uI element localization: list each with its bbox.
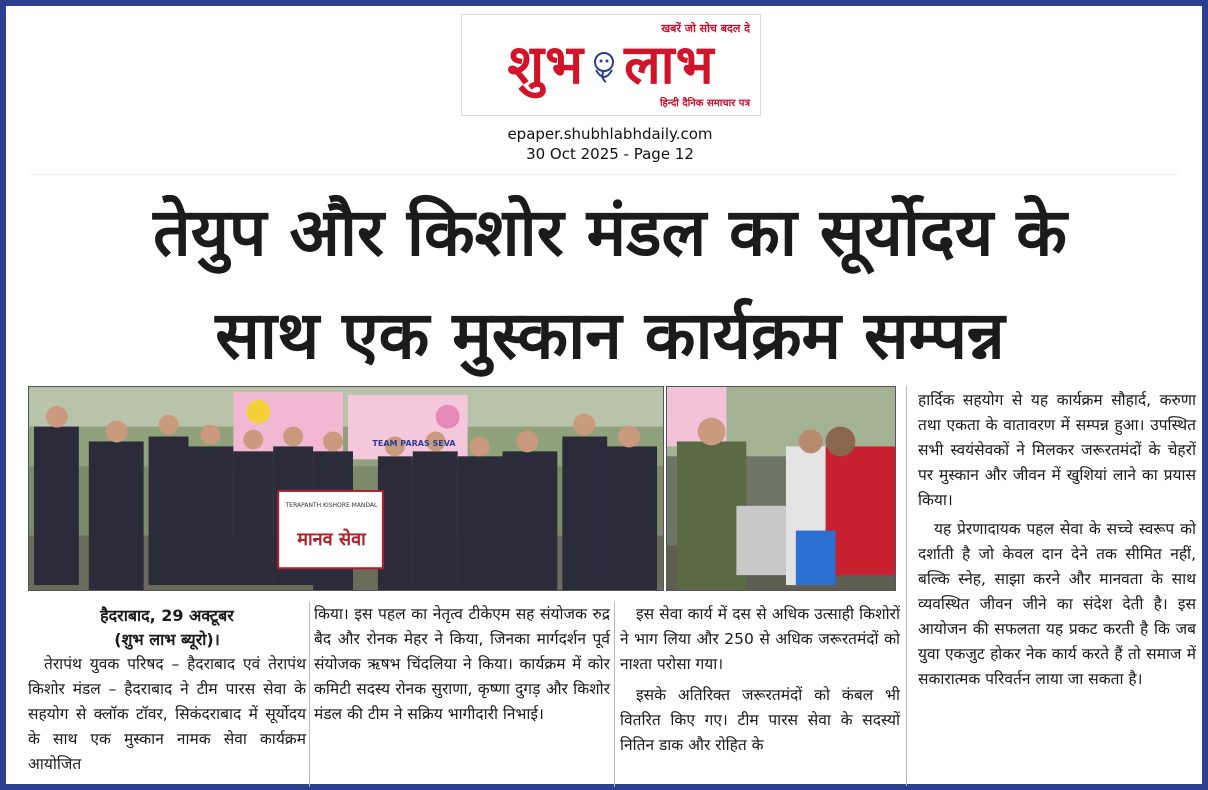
distribution-photo-image — [667, 387, 895, 590]
headline-line-1: तेयुप और किशोर मंडल का सूर्योदय के — [153, 194, 1067, 271]
column-rule-3 — [906, 386, 907, 786]
dateline — [28, 604, 306, 652]
article-column-4 — [918, 388, 1196, 692]
epaper-url[interactable]: epaper.shubhlabhdaily.com — [507, 125, 713, 143]
dateline-place-date: हैदराबाद, 29 अक्टूबर — [100, 606, 234, 625]
dateline-source: (शुभ लाभ ब्यूरो)। — [114, 630, 220, 649]
logo-word-left: शुभ — [507, 33, 585, 96]
masthead-logo — [461, 14, 761, 116]
banner-small-text: TERAPANTH KISHORE MANDAL — [285, 502, 378, 509]
logo-word-right: लाभ — [624, 33, 715, 96]
article-column-3 — [620, 602, 900, 758]
banner-main-text: मानव सेवा — [297, 529, 366, 550]
article-paragraph: यह प्रेरणादायक पहल सेवा के सच्चे स्वरूप को दर्शाती है जो केवल दान देने तक सीमित नहीं, बल्कि स्नेह, साझा करने और मानवता के साथ व्यवस्थित जीवन जीने का संदेश देती है। इस आयोजन की सफलता यह प्रकट करती है कि जब युवा एकजुट होकर नेक कार्य करते हैं तो समाज में सकारात्मक परिवर्तन लाया जा सकता है। — [918, 520, 1196, 688]
edition-info: 30 Oct 2025 - Page 12 — [526, 145, 694, 163]
article-paragraph: इसके अतिरिक्त जरूरतमंदों को कंबल भी वितरित किए गए। टीम पारस सेवा के सदस्यों नितिन डाक और रोहित के — [620, 686, 900, 754]
article-column-2 — [314, 602, 610, 727]
team-sign-text: TEAM PARAS SEVA — [372, 439, 456, 448]
logo-subtitle: हिन्दी दैनिक समाचार पत्र — [659, 98, 750, 109]
epaper-info — [6, 124, 1208, 164]
article-headline — [30, 181, 1190, 387]
ganesha-emblem-icon — [586, 48, 622, 88]
header-divider — [30, 174, 1178, 175]
group-photo — [28, 386, 664, 591]
group-photo-image — [29, 387, 663, 590]
logo-wordmark — [462, 33, 760, 97]
article-paragraph: इस सेवा कार्य में दस से अधिक उत्साही किशोरों ने भाग लिया और 250 से अधिक जरूरतमंदों को नाश्ता परोसा गया। — [620, 605, 900, 673]
logo-tagline: खबरें जो सोच बदल दे — [661, 22, 750, 35]
column-rule-1 — [309, 602, 310, 787]
article-column-1 — [28, 604, 306, 777]
column-rule-2 — [614, 602, 615, 787]
distribution-photo — [666, 386, 896, 591]
headline-line-2: साथ एक मुस्कान कार्यक्रम सम्पन्न — [215, 297, 1005, 374]
article-paragraph: हार्दिक सहयोग से यह कार्यक्रम सौहार्द, करुणा तथा एकता के वातावरण में सम्पन्न हुआ। उपस्थित सभी स्वयंसेवकों ने मिलकर जरूरतमंदों के चेहरों पर मुस्कान और जीवन में खुशियां लाने का प्रयास किया। — [918, 391, 1196, 509]
article-paragraph: किया। इस पहल का नेतृत्व टीकेएम सह संयोजक रुद्र बैद और रोनक मेहर ने किया, जिनका मार्गदर्शन पूर्व संयोजक ऋषभ चिंदलिया ने किया। कार्यक्रम में कोर कमिटी सदस्य रोनक सुराणा, कृष्णा दुगड़ और किशोर मंडल की टीम ने सक्रिय भागीदारी निभाई। — [314, 605, 610, 723]
article-paragraph: तेरापंथ युवक परिषद – हैदराबाद एवं तेरापंथ किशोर मंडल – हैदराबाद ने टीम पारस सेवा के सहयोग से क्लॉक टॉवर, सिकंदराबाद में सूर्योदय के साथ एक मुस्कान नामक सेवा कार्यक्रम आयोजित — [28, 655, 306, 773]
